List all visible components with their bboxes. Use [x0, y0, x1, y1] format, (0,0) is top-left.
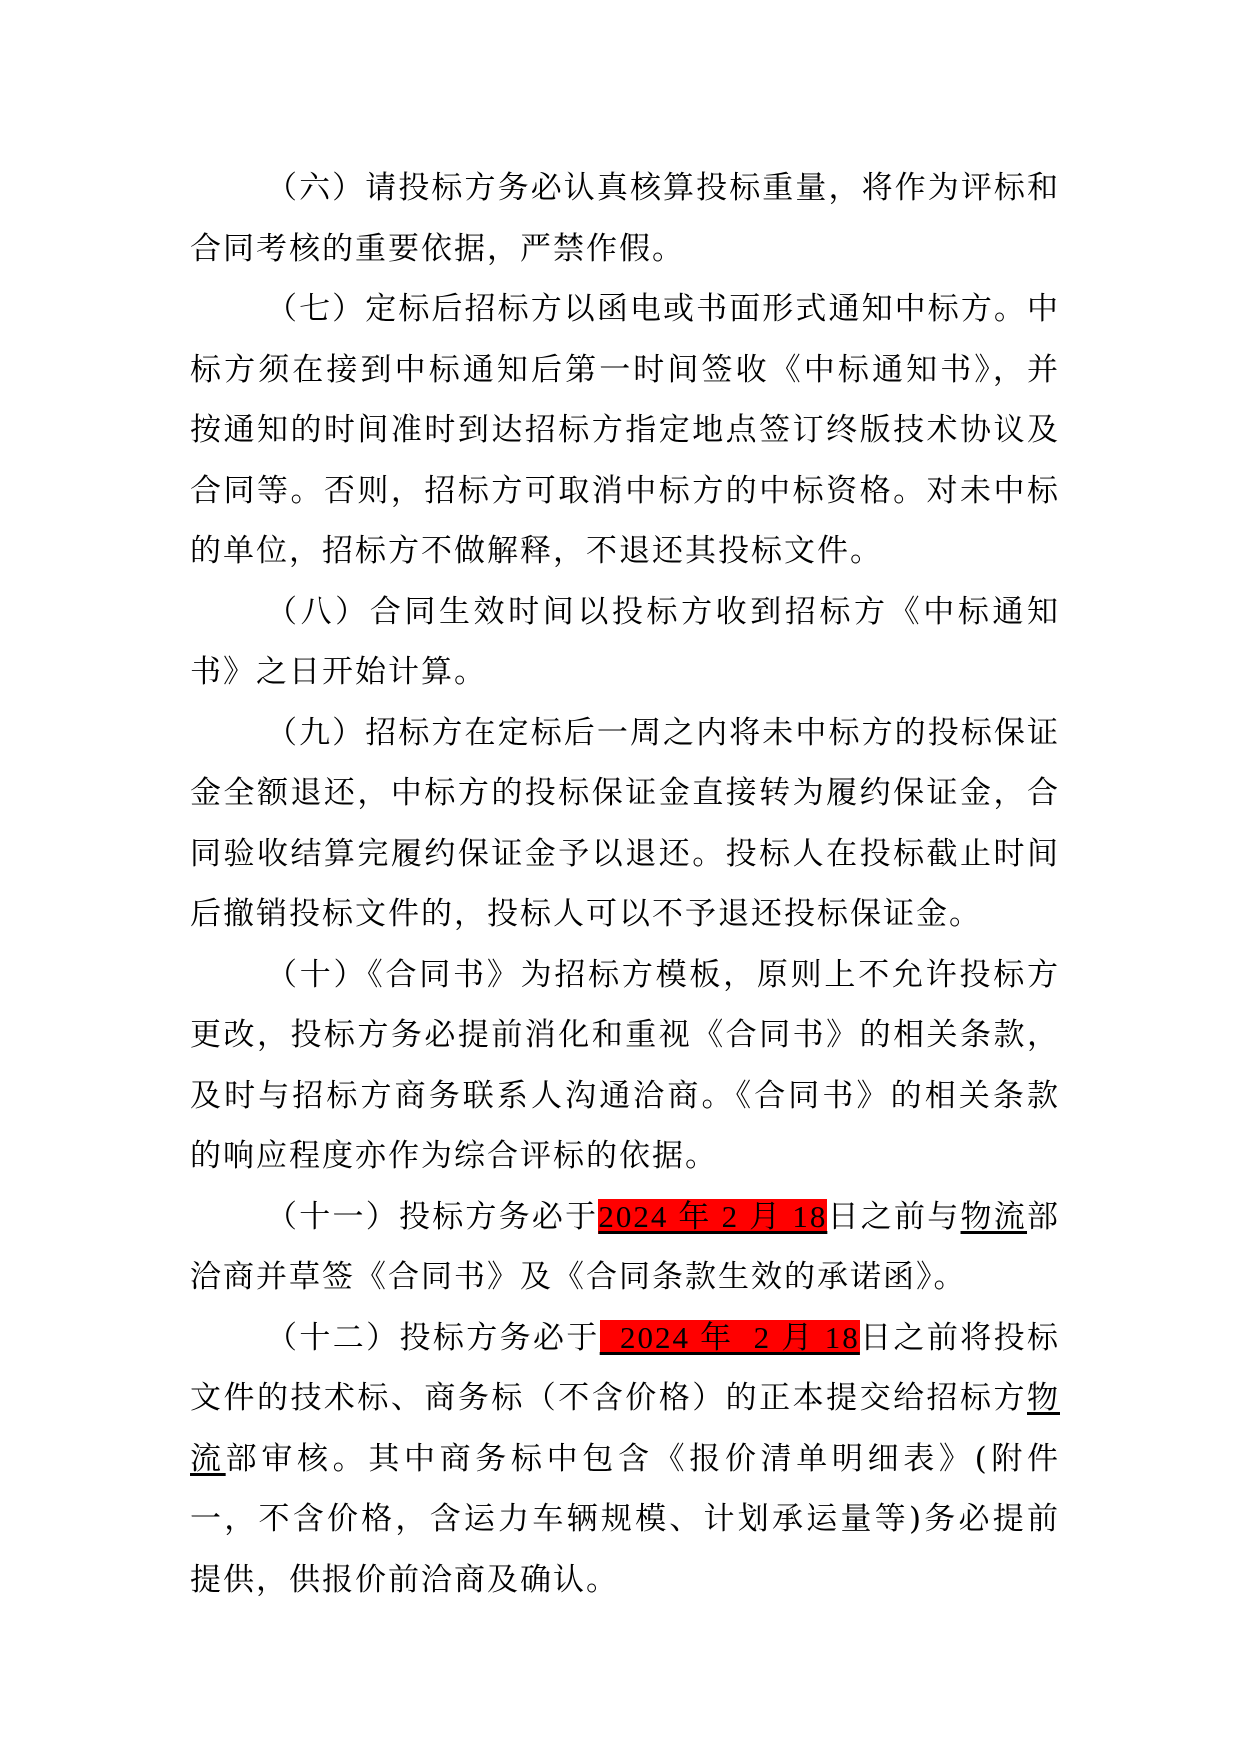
clause-10: （十）《合同书》为招标方模板，原则上不允许投标方更改，投标方务必提前消化和重视《合同书》的相关条款，及时与招标方商务联系人沟通洽商。《合同书》的相关条款的响应程度亦作为综合评标的依据。 — [190, 956, 1060, 1174]
clause-11 — [190, 1187, 1060, 1308]
clause-11-suffix: 部洽商并草签《合同书》及《合同条款生效的承诺函》。 — [190, 1198, 1061, 1295]
clause-12-department: 物流 — [190, 1380, 1060, 1477]
clause-9: （九）招标方在定标后一周之内将未中标方的投标保证金全额退还，中标方的投标保证金直接转为履约保证金，合同验收结算完履约保证金予以退还。投标人在投标截止时间后撤销投标文件的，投标人可以不予退还投标保证金。 — [190, 714, 1060, 932]
clause-12 — [190, 1308, 1060, 1611]
clause-7: （七）定标后招标方以函电或书面形式通知中标方。中标方须在接到中标通知后第一时间签收《中标通知书》，并按通知的时间准时到达招标方指定地点签订终版技术协议及合同等。否则，招标方可取消中标方的中标资格。对未中标的单位，招标方不做解释，不退还其投标文件。 — [190, 291, 1060, 569]
document-body — [190, 158, 1060, 1610]
clause-11-deadline-date: 2024 年 2 月 18 — [598, 1198, 828, 1234]
clause-12-middle: 日之前将投标文件的技术标、商务标（不含价格）的正本提交给招标方 — [190, 1319, 1061, 1416]
clause-11-middle: 日之前与 — [827, 1198, 961, 1235]
clause-6: （六）请投标方务必认真核算投标重量，将作为评标和合同考核的重要依据，严禁作假。 — [190, 170, 1060, 267]
clause-12-deadline-date: 2024 年 2 月 18 — [599, 1319, 860, 1355]
clause-12-suffix: 部审核。其中商务标中包含《报价清单明细表》(附件一，不含价格，含运力车辆规模、计划承运量等)务必提前提供，供报价前洽商及确认。 — [190, 1440, 1061, 1598]
clause-12-prefix: （十二）投标方务必于 — [266, 1319, 600, 1356]
clause-8: （八）合同生效时间以投标方收到招标方《中标通知书》之日开始计算。 — [190, 593, 1060, 690]
clause-11-department: 物流 — [960, 1198, 1028, 1235]
clause-11-prefix: （十一）投标方务必于 — [266, 1198, 599, 1235]
